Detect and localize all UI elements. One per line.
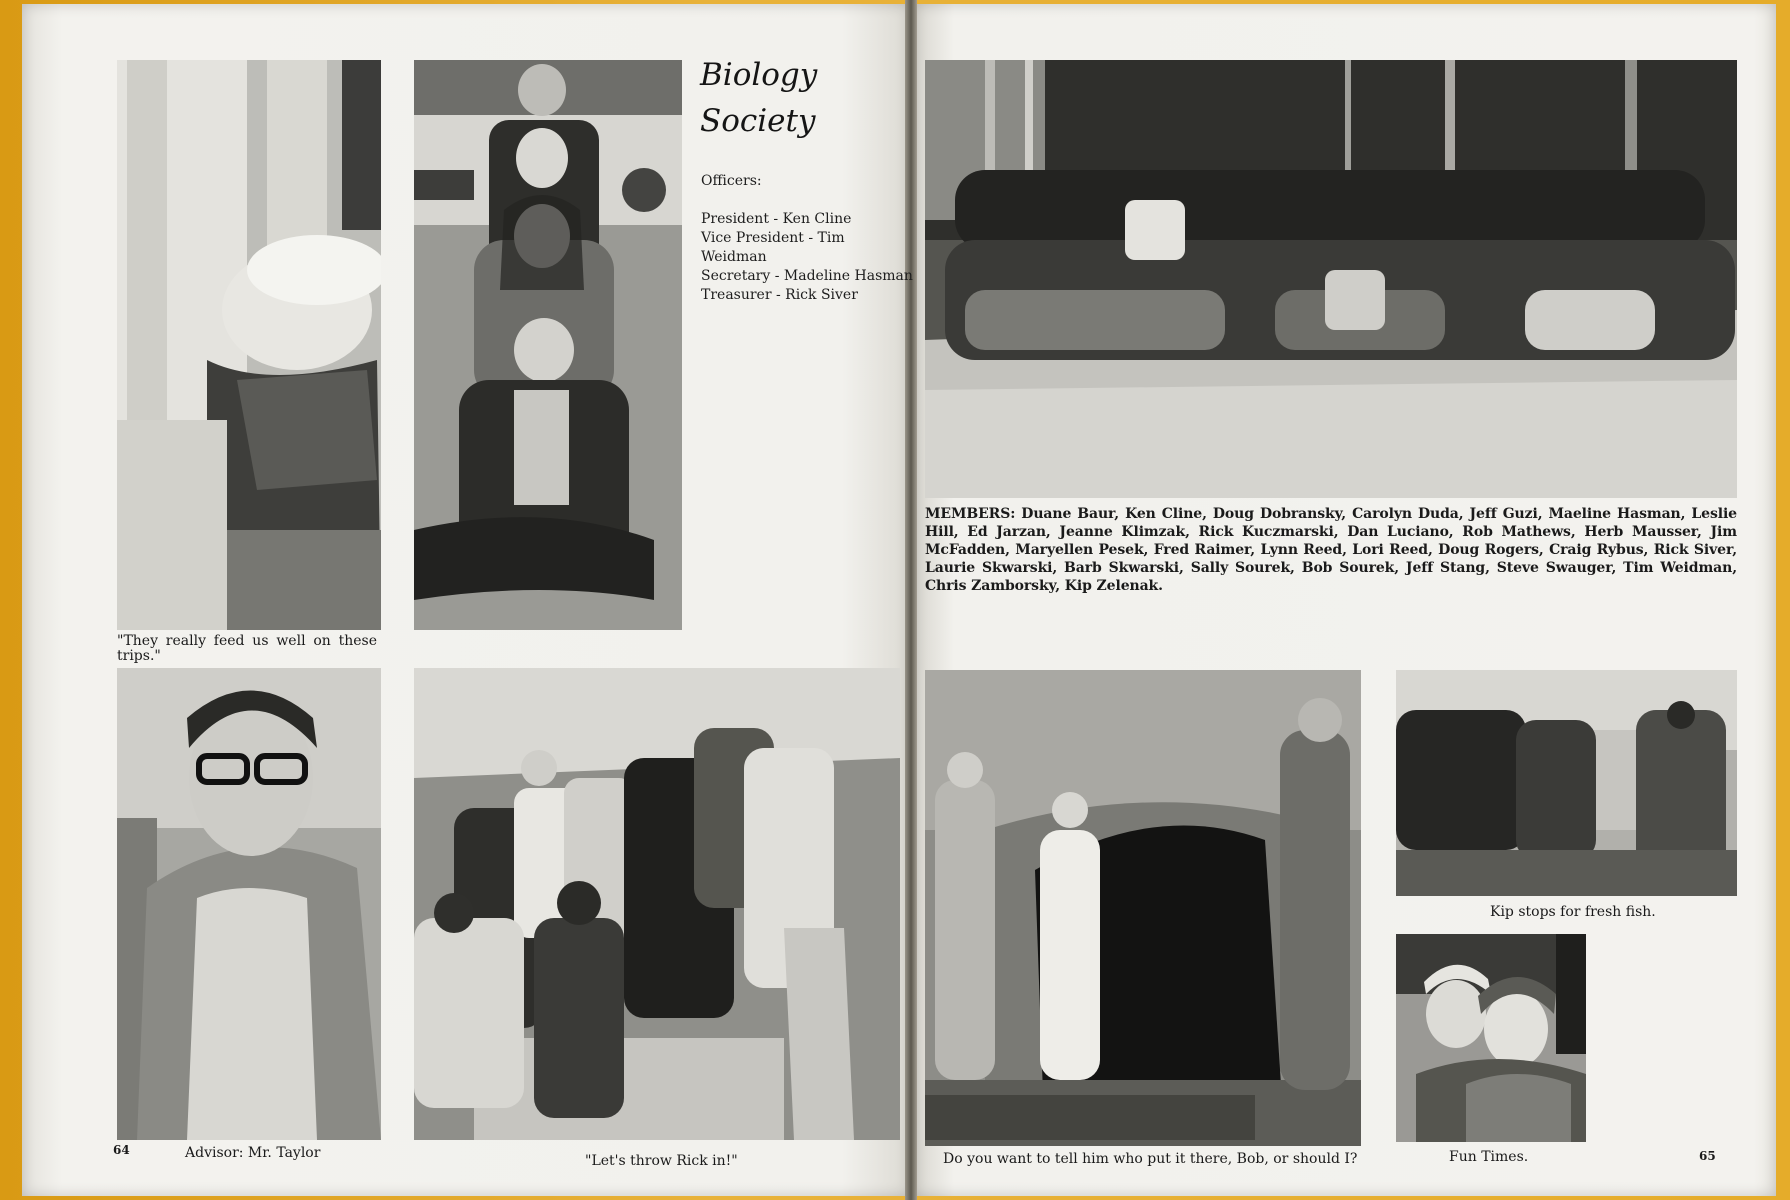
photo-advisor bbox=[117, 668, 381, 1140]
club-title bbox=[700, 52, 817, 144]
page-number-left: 64 bbox=[113, 1143, 130, 1157]
officers-list bbox=[701, 172, 913, 305]
photo-cave bbox=[925, 670, 1361, 1146]
officer-line: Weidman bbox=[701, 249, 767, 265]
officer-line: Vice President - Tim bbox=[701, 230, 845, 246]
caption-throw-rick: "Let's throw Rick in!" bbox=[585, 1153, 738, 1169]
caption-advisor: Advisor: Mr. Taylor bbox=[185, 1145, 321, 1161]
caption-feed: "They really feed us well on these trips." bbox=[117, 633, 377, 664]
photo-throw-rick bbox=[414, 668, 900, 1140]
club-title-line2: Society bbox=[700, 103, 816, 139]
caption-cave: Do you want to tell him who put it there, Bob, or should I? bbox=[943, 1151, 1358, 1167]
photo-group-members bbox=[925, 60, 1737, 498]
members-list: MEMBERS: Duane Baur, Ken Cline, Doug Dobransky, Carolyn Duda, Jeff Guzi, Maeline Hasman, Leslie Hill, Ed Jarzan, Jeanne Klimzak, Rick Kuczmarski, Dan Luciano, Rob Mathews, Herb Mausser, Jim McFadden, Maryellen Pesek, Fred Raimer, Lynn Reed, Lori Reed, Doug Rogers, Craig Rybus, Rick Siver, Laurie Skwarski, Barb Skwarski, Sally Sourek, Bob Sourek, Jeff Stang, Steve Swauger, Tim Weidman, Chris Zamborsky, Kip Zelenak. bbox=[925, 506, 1737, 594]
caption-fun-times: Fun Times. bbox=[1449, 1149, 1529, 1165]
officer-line: Treasurer - Rick Siver bbox=[701, 287, 858, 303]
officer-line: President - Ken Cline bbox=[701, 211, 852, 227]
photo-fresh-fish bbox=[1396, 670, 1737, 896]
photo-tree-boy bbox=[117, 60, 381, 630]
page-number-right: 65 bbox=[1699, 1149, 1716, 1163]
caption-fresh-fish: Kip stops for fresh fish. bbox=[1490, 904, 1656, 920]
officer-line: Secretary - Madeline Hasman bbox=[701, 268, 913, 284]
photo-fun-times bbox=[1396, 934, 1586, 1142]
photo-stacked-students bbox=[414, 60, 682, 630]
club-title-line1: Biology bbox=[700, 57, 818, 93]
officers-heading: Officers: bbox=[701, 173, 762, 189]
